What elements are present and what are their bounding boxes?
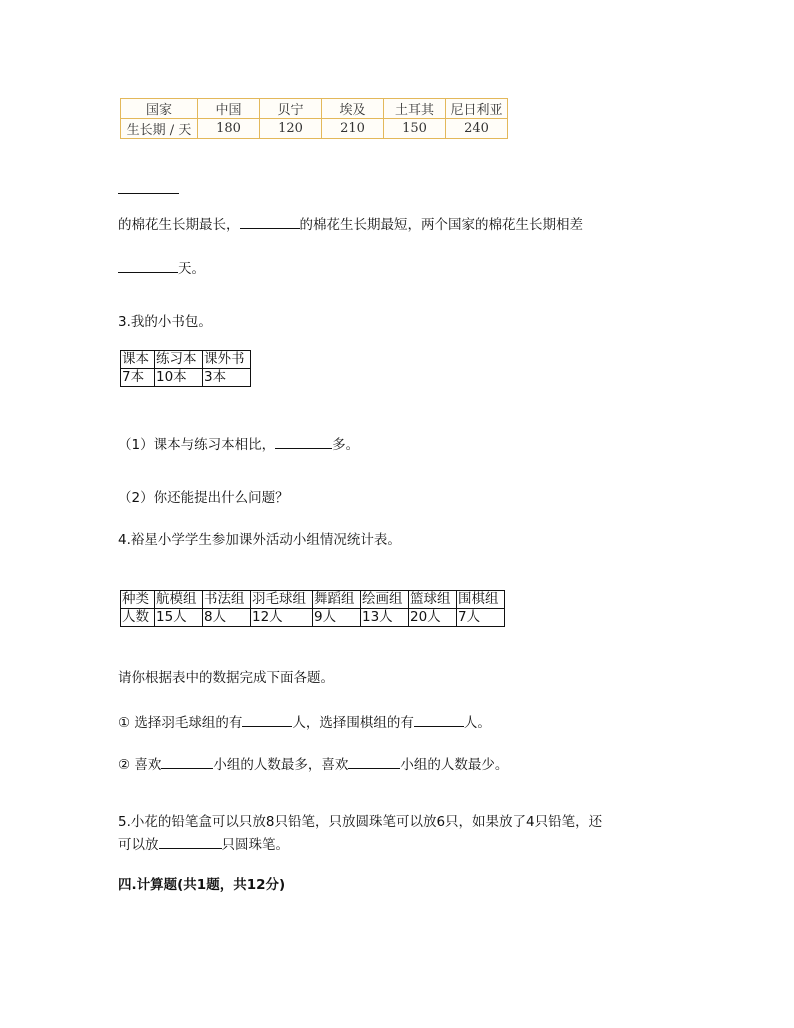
table-cell: 课本 xyxy=(121,351,155,369)
answer-blank[interactable] xyxy=(414,712,464,727)
question-text: ② 喜欢 xyxy=(118,757,162,773)
question-line xyxy=(118,754,508,774)
table-cell: 舞蹈组 xyxy=(313,591,361,609)
answer-blank[interactable] xyxy=(240,214,300,229)
table-cell: 羽毛球组 xyxy=(251,591,313,609)
question-text: 天。 xyxy=(178,261,205,277)
answer-blank[interactable] xyxy=(348,754,400,769)
table-cell: 3本 xyxy=(203,369,251,387)
question-line xyxy=(118,712,491,732)
question-text: （2）你还能提出什么问题？ xyxy=(118,490,289,506)
question-text: 多。 xyxy=(332,437,360,453)
table-cell: 种类 xyxy=(121,591,155,609)
table-header-row xyxy=(121,351,251,369)
table-cell: 课外书 xyxy=(203,351,251,369)
section-heading: 四.计算题(共1题，共12分) xyxy=(118,877,286,893)
question-line xyxy=(118,434,359,454)
question-line xyxy=(118,834,289,854)
answer-blank[interactable] xyxy=(159,834,222,849)
question-text: 请你根据表中的数据完成下面各题。 xyxy=(118,670,334,686)
question-text: 人，选择围棋组的有 xyxy=(292,715,414,731)
table-row xyxy=(121,609,505,627)
table-cell: 绘画组 xyxy=(361,591,409,609)
table-cell: 9人 xyxy=(313,609,361,627)
table-cell: 埃及 xyxy=(322,99,384,119)
table-cell: 篮球组 xyxy=(409,591,457,609)
answer-blank[interactable] xyxy=(242,712,292,727)
table-cell: 180 xyxy=(198,119,260,139)
table-row xyxy=(121,119,508,139)
table-cell: 土耳其 xyxy=(384,99,446,119)
answer-blank[interactable] xyxy=(161,754,213,769)
table-cell: 240 xyxy=(446,119,508,139)
table-row xyxy=(121,369,251,387)
table-cell: 人数 xyxy=(121,609,155,627)
table-cell: 7人 xyxy=(457,609,505,627)
question-text: 的棉花生长期最长， xyxy=(118,217,240,233)
table-cell: 120 xyxy=(260,119,322,139)
table-header-row xyxy=(121,591,505,609)
table-cell: 12人 xyxy=(251,609,313,627)
table-cell: 练习本 xyxy=(155,351,203,369)
question-text: 的棉花生长期最短，两个国家的棉花生长期相差 xyxy=(299,217,583,233)
table-cell: 15人 xyxy=(155,609,203,627)
question-title: 3.我的小书包。 xyxy=(118,314,212,330)
table-cell: 20人 xyxy=(409,609,457,627)
answer-blank[interactable] xyxy=(275,434,332,449)
question-line xyxy=(118,214,583,234)
table-cell: 7本 xyxy=(121,369,155,387)
table-cell: 尼日利亚 xyxy=(446,99,508,119)
table-cell: 国家 xyxy=(121,99,198,119)
table-cell: 8人 xyxy=(203,609,251,627)
table-cell: 围棋组 xyxy=(457,591,505,609)
table-cell: 航模组 xyxy=(155,591,203,609)
question-text: 可以放 xyxy=(118,837,159,853)
question-text: 人。 xyxy=(463,715,491,731)
activity-group-table xyxy=(120,590,505,627)
cotton-growth-table xyxy=(120,98,508,139)
table-cell: 13人 xyxy=(361,609,409,627)
schoolbag-table xyxy=(120,350,251,387)
table-cell: 中国 xyxy=(198,99,260,119)
question-text: （1）课本与练习本相比， xyxy=(118,437,276,453)
table-cell: 210 xyxy=(322,119,384,139)
question-text: 5.小花的铅笔盒可以只放8只铅笔，只放圆珠笔可以放6只，如果放了4只铅笔，还 xyxy=(118,814,603,830)
question-text: 小组的人数最多，喜欢 xyxy=(213,757,349,773)
answer-blank[interactable] xyxy=(118,258,178,273)
table-cell: 150 xyxy=(384,119,446,139)
answer-blank[interactable] xyxy=(118,193,179,194)
table-cell: 生长期 / 天 xyxy=(121,119,198,139)
table-cell: 贝宁 xyxy=(260,99,322,119)
table-header-row xyxy=(121,99,508,119)
table-cell: 10本 xyxy=(155,369,203,387)
question-line xyxy=(118,258,205,278)
question-text: 只圆珠笔。 xyxy=(221,837,289,853)
question-text: ① 选择羽毛球组的有 xyxy=(118,715,243,731)
table-cell: 书法组 xyxy=(203,591,251,609)
question-title: 4.裕星小学学生参加课外活动小组情况统计表。 xyxy=(118,532,401,548)
question-text: 小组的人数最少。 xyxy=(400,757,509,773)
